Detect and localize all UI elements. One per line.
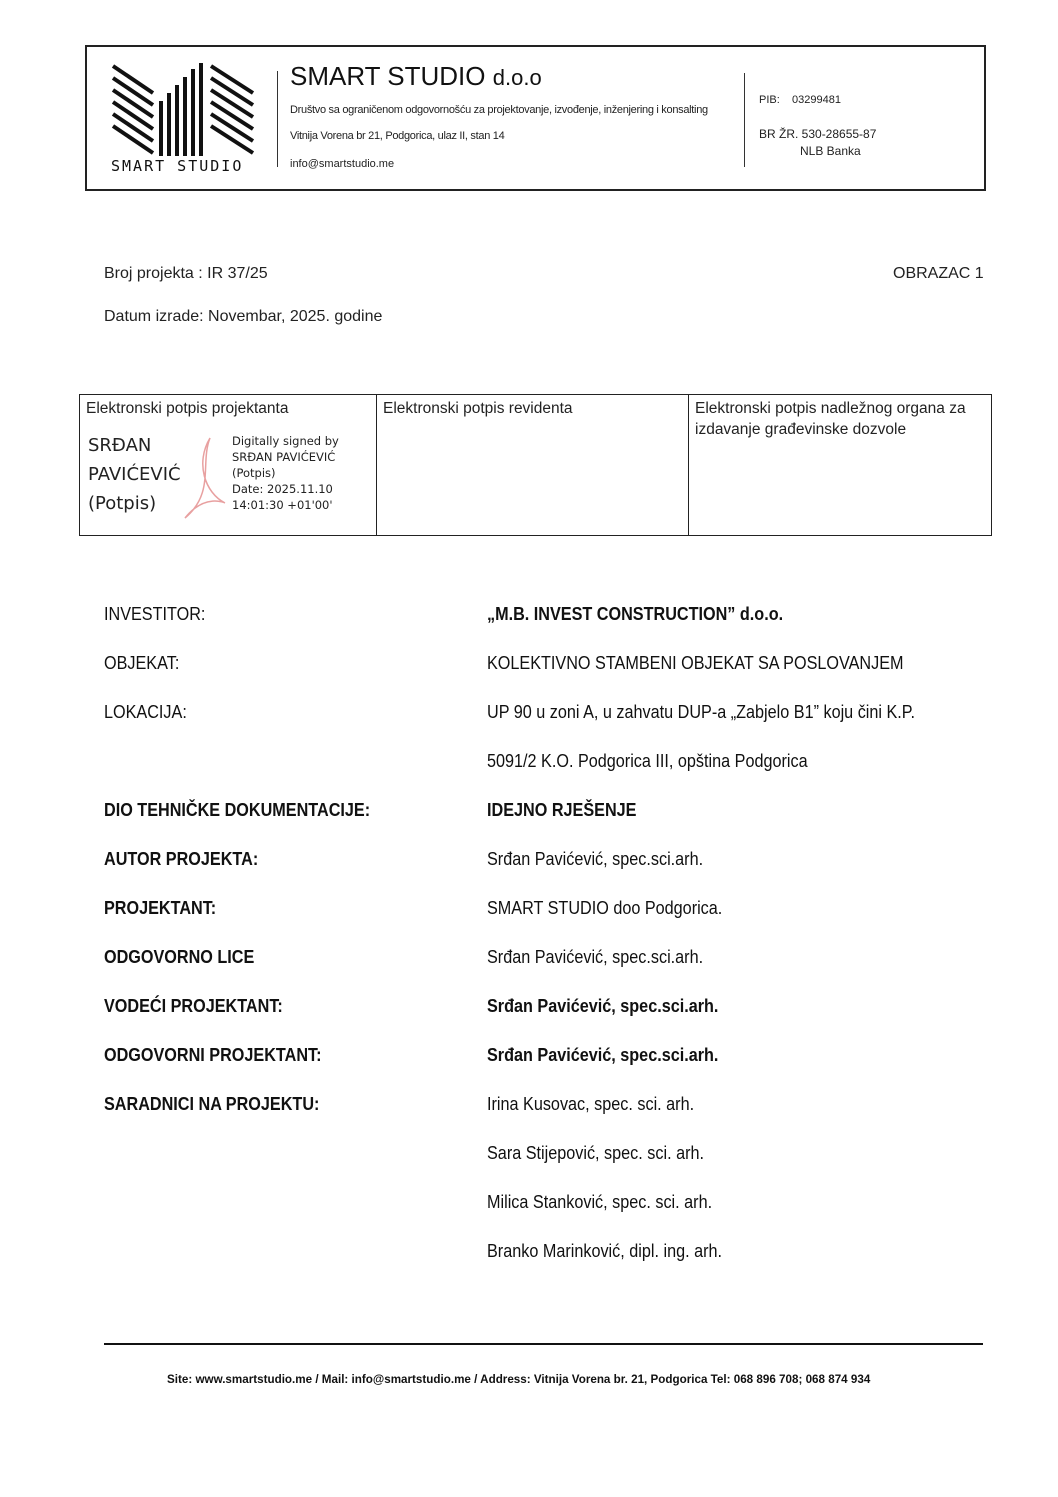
detail-value: 5091/2 K.O. Podgorica III, opština Podgorica bbox=[487, 751, 808, 771]
detail-value: KOLEKTIVNO STAMBENI OBJEKAT SA POSLOVANJEM bbox=[487, 653, 904, 673]
detail-value: SMART STUDIO doo Podgorica. bbox=[487, 898, 723, 918]
detail-label: DIO TEHNIČKE DOKUMENTACIJE: bbox=[104, 800, 371, 820]
detail-value: IDEJNO RJEŠENJE bbox=[487, 800, 637, 820]
reviewer-signature-cell bbox=[377, 395, 689, 535]
digital-signature-info bbox=[232, 433, 339, 513]
reviewer-signature-label: Elektronski potpis revidenta bbox=[383, 400, 573, 417]
detail-value: Milica Stanković, spec. sci. arh. bbox=[487, 1192, 713, 1212]
company-name bbox=[290, 61, 542, 92]
smart-studio-logo-icon bbox=[111, 61, 261, 161]
detail-label: ODGOVORNO LICE bbox=[104, 947, 255, 967]
detail-value: Srđan Pavićević, spec.sci.arh. bbox=[487, 996, 719, 1016]
detail-label: ODGOVORNI PROJEKTANT: bbox=[104, 1045, 322, 1065]
detail-label: OBJEKAT: bbox=[104, 653, 180, 673]
detail-value: UP 90 u zoni A, u zahvatu DUP-a „Zabjelo B1” koju čini K.P. bbox=[487, 702, 916, 722]
pib bbox=[759, 94, 841, 106]
detail-label: VODEĆI PROJEKTANT: bbox=[104, 996, 283, 1016]
signer-name-line: (Potpis) bbox=[88, 493, 157, 514]
detail-label: AUTOR PROJEKTA: bbox=[104, 849, 259, 869]
pib-value: 03299481 bbox=[792, 94, 841, 106]
detail-value: Srđan Pavićević, spec.sci.arh. bbox=[487, 849, 704, 869]
authority-signature-label: Elektronski potpis nadležnog organa za izdavanje građevinske dozvole bbox=[695, 400, 966, 438]
detail-value: Sara Stijepović, spec. sci. arh. bbox=[487, 1143, 704, 1163]
detail-label: PROJEKTANT: bbox=[104, 898, 217, 918]
company-email: info@smartstudio.me bbox=[290, 158, 395, 170]
signer-name bbox=[88, 431, 181, 518]
letterhead bbox=[85, 45, 986, 191]
company-suffix: d.o.o bbox=[492, 65, 542, 90]
authority-signature-cell bbox=[689, 395, 991, 535]
digital-signature-line: Date: 2025.11.10 bbox=[232, 482, 333, 496]
pib-label: PIB: bbox=[759, 94, 780, 106]
logo-text: SMART STUDIO bbox=[111, 157, 244, 175]
detail-value: Srđan Pavićević, spec.sci.arh. bbox=[487, 1045, 719, 1065]
signer-name-line: SRĐAN bbox=[88, 435, 152, 456]
company-address: Vitnija Vorena br 21, Podgorica, ulaz II, stan 14 bbox=[290, 130, 505, 142]
detail-value: Branko Marinković, dipl. ing. arh. bbox=[487, 1241, 723, 1261]
designer-signature-label: Elektronski potpis projektanta bbox=[86, 400, 289, 417]
digital-signature-line: SRĐAN PAVIĆEVIĆ bbox=[232, 450, 336, 464]
digital-signature-line: 14:01:30 +01'00' bbox=[232, 498, 333, 512]
company-name-text: SMART STUDIO bbox=[290, 61, 486, 91]
creation-date: Datum izrade: Novembar, 2025. godine bbox=[104, 308, 383, 325]
detail-label: SARADNICI NA PROJEKTU: bbox=[104, 1094, 320, 1114]
designer-signature-cell bbox=[80, 395, 377, 535]
detail-label: LOKACIJA: bbox=[104, 702, 187, 722]
bank-name: NLB Banka bbox=[800, 144, 861, 158]
footer-divider bbox=[104, 1343, 983, 1345]
detail-value: „M.B. INVEST CONSTRUCTION” d.o.o. bbox=[487, 604, 784, 624]
bank-account: BR ŽR. 530-28655-87 bbox=[759, 127, 877, 141]
detail-value: Irina Kusovac, spec. sci. arh. bbox=[487, 1094, 695, 1114]
signature-table bbox=[79, 394, 992, 536]
digital-signature-line: (Potpis) bbox=[232, 466, 276, 480]
pdf-signature-watermark-icon bbox=[180, 433, 230, 523]
form-number: OBRAZAC 1 bbox=[893, 265, 984, 282]
digital-signature-line: Digitally signed by bbox=[232, 434, 339, 448]
signer-name-line: PAVIĆEVIĆ bbox=[88, 464, 181, 485]
footer-contact: Site: www.smartstudio.me / Mail: info@smartstudio.me / Address: Vitnija Vorena br. 21, Podgorica Tel: 068 896 708; 068 874 934 bbox=[167, 1372, 871, 1386]
company-description: Društvo sa ograničenom odgovornošću za projektovanje, izvođenje, inženjering i konsalting bbox=[290, 104, 708, 116]
project-number: Broj projekta : IR 37/25 bbox=[104, 265, 268, 282]
detail-label: INVESTITOR: bbox=[104, 604, 206, 624]
detail-value: Srđan Pavićević, spec.sci.arh. bbox=[487, 947, 704, 967]
